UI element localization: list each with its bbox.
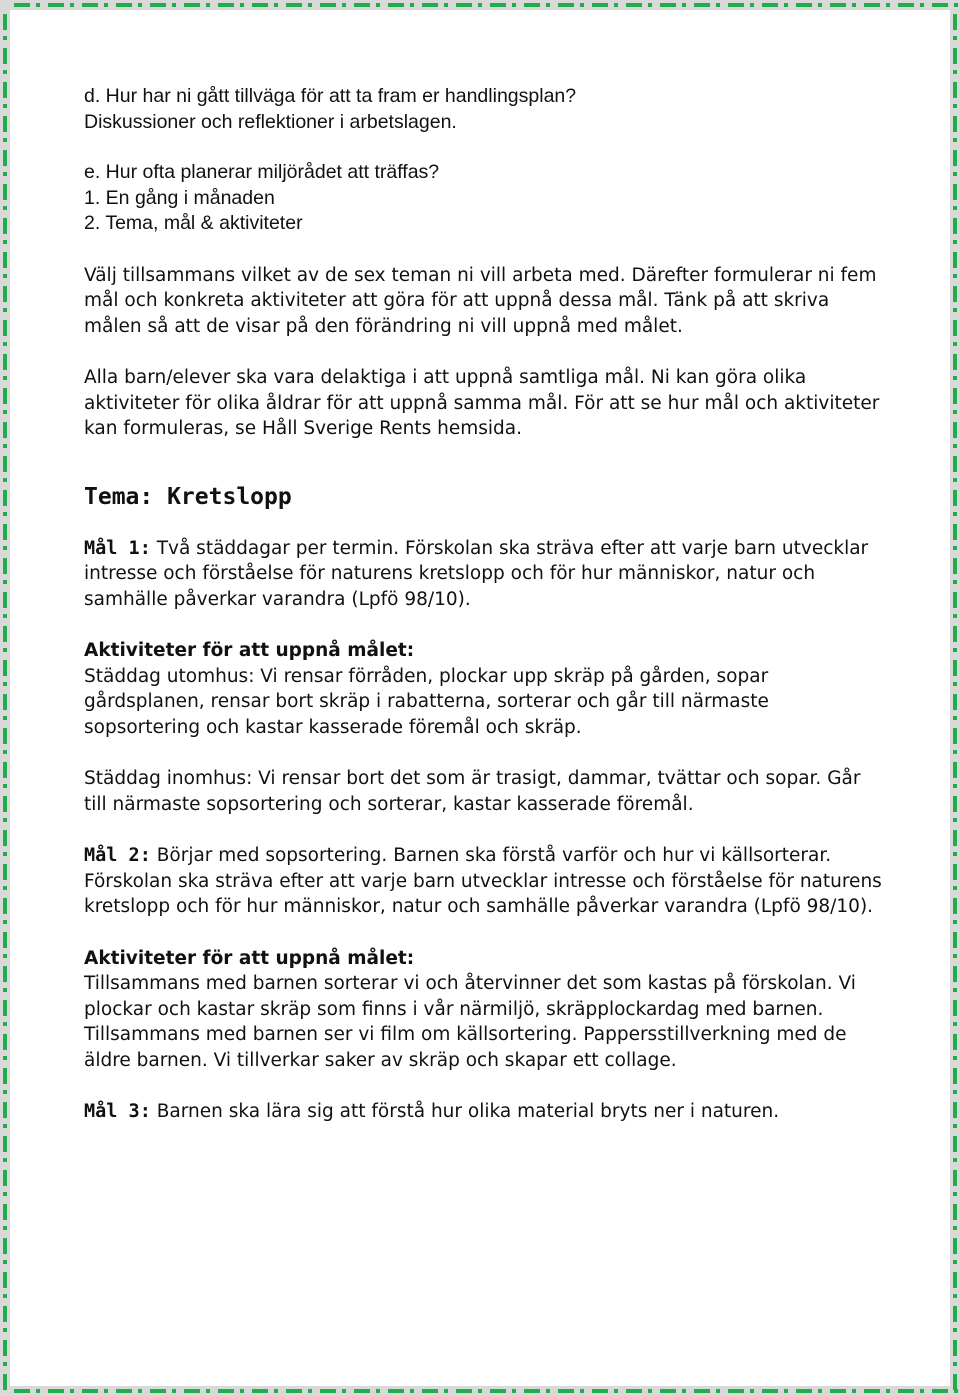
question-d <box>84 84 884 135</box>
instruction-paragraph-1-text: Välj tillsammans vilket av de sex teman ni vill arbeta med. Därefter formulerar ni fem mål och konkreta aktiviteter att göra för att uppnå <box>84 264 877 311</box>
goal-2 <box>84 843 884 920</box>
goal-2-label: Mål 2: <box>84 845 151 866</box>
question-e-answer: 1. En gång i månaden <box>84 186 275 209</box>
question-e <box>84 160 884 237</box>
activities-1-heading: Aktiviteter för att uppnå målet: <box>84 640 415 661</box>
activities-2-heading: Aktiviteter för att uppnå målet: <box>84 947 415 969</box>
section-2-title: 2. Tema, mål & aktiviteter <box>84 212 303 234</box>
goal-3-label: Mål 3: <box>84 1101 151 1122</box>
instruction-paragraph-2: Alla barn/elever ska vara delaktiga i att uppnå samtliga mål. Ni kan göra olika aktiviteter för olika åldrar för att uppnå samma mål. För att se hur mål och aktiviteter kan formuleras, se Håll Sverige Rents hemsida. <box>84 367 880 439</box>
activities-1-paragraph-1: Städdag utomhus: Vi rensar förråden, plockar upp skräp på gården, sopar gårdsplanen, rensar bort skräp i rabatterna, sorterar och går till närmaste sopsortering och kastar kasserade föremål och skräp. <box>84 665 769 738</box>
document-body <box>84 84 884 1125</box>
goal-1-text: Två städdagar per termin. Förskolan ska sträva efter att varje barn utvecklar intresse och förståelse för naturens kretslopp och för hur människor, natur och samhälle påverkar varandra (Lpfö 98/10). <box>84 537 869 610</box>
theme-heading: Tema: Kretslopp <box>84 483 292 510</box>
goal-1 <box>84 536 884 613</box>
goal-2-text: Börjar med sopsortering. Barnen ska förstå varför och hur vi källsorterar. Förskolan ska sträva efter att varje barn utvecklar intresse och förståelse för naturens kretslopp och för hur människor, natur och samhälle påverkar varandra (Lpfö 98/10). <box>84 845 882 917</box>
question-d-answer: Diskussioner och reflektioner i arbetslagen. <box>84 110 457 133</box>
question-d-line1: d. Hur har ni gått tillväga för att ta fram er handlingsplan? <box>84 85 577 107</box>
instruction-paragraph-1 <box>84 263 884 340</box>
instruction-paragraph-1-cont: dessa mål. Tänk på att skriva målen så att de visar på den förändring ni vill uppnå med målet. <box>84 290 830 337</box>
goal-3 <box>84 1099 884 1125</box>
activities-2-paragraph-1: Tillsammans med barnen sorterar vi och återvinner det som kastas på förskolan. Vi plockar och kastar skräp som finns i vår närmiljö, skräpplockardag med barnen. Tillsammans med barnen ser vi film om källsortering. Pappersstillverkning med de äldre barnen. Vi tillverkar saker av skräp och skapar ett collage. <box>84 973 856 1071</box>
goal-1-label: Mål 1: <box>84 537 151 559</box>
activities-1-paragraph-2: Städdag inomhus: Vi rensar bort det som är trasigt, dammar, tvättar och sopar. Går till närmaste sopsortering och sorterar, kastar kasserade föremål. <box>84 768 861 815</box>
goal-3-text: Barnen ska lära sig att förstå hur olika material bryts ner i naturen. <box>150 1101 780 1122</box>
question-e-line1: e. Hur ofta planerar miljörådet att träffas? <box>84 161 440 183</box>
